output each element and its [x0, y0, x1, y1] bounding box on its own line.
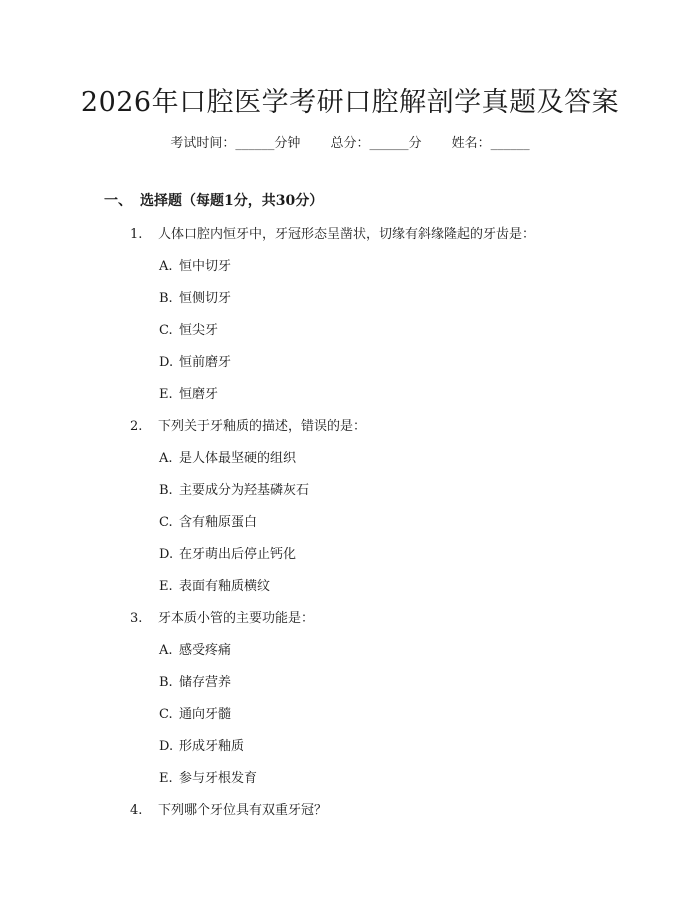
question-2-option-a [159, 447, 296, 466]
option-letter: C. [159, 707, 173, 722]
option-text: 恒磨牙 [179, 387, 219, 402]
option-text: 通向牙髓 [179, 707, 232, 722]
option-letter: D. [159, 739, 174, 754]
section-number: 一、 [104, 193, 132, 209]
option-letter: A. [159, 259, 173, 274]
question-2-option-d [159, 543, 296, 562]
section-heading [104, 190, 323, 210]
question-text: 牙本质小管的主要功能是： [158, 611, 315, 626]
question-2-option-e [159, 575, 270, 594]
question-text: 下列哪个牙位具有双重牙冠？ [158, 803, 328, 818]
page-title: 2026年口腔医学考研口腔解剖学真题及答案 [80, 87, 620, 118]
question-3-option-a [159, 639, 231, 658]
option-text: 形成牙釉质 [179, 739, 245, 754]
option-letter: C. [159, 323, 173, 338]
question-3-option-b [159, 671, 231, 690]
option-text: 恒中切牙 [179, 259, 232, 274]
student-name-field: 姓名：______ [451, 136, 530, 151]
option-letter: C. [159, 515, 173, 530]
question-3 [130, 607, 314, 626]
option-letter: E. [159, 387, 173, 402]
option-text: 表面有釉质横纹 [179, 579, 271, 594]
question-3-option-e [159, 767, 257, 786]
option-text: 感受疼痛 [179, 643, 232, 658]
question-4 [130, 799, 327, 818]
question-text: 下列关于牙釉质的描述，错误的是： [158, 419, 367, 434]
option-text: 参与牙根发育 [179, 771, 258, 786]
question-1-option-e [159, 383, 218, 402]
question-1-option-b [159, 287, 231, 306]
question-number: 2. [130, 419, 143, 434]
option-text: 在牙萌出后停止钙化 [179, 547, 297, 562]
option-text: 主要成分为羟基磷灰石 [179, 483, 310, 498]
question-text: 人体口腔内恒牙中，牙冠形态呈凿状，切缘有斜缘隆起的牙齿是： [158, 227, 536, 242]
option-text: 储存营养 [179, 675, 232, 690]
question-1 [130, 223, 535, 242]
option-text: 恒前磨牙 [179, 355, 232, 370]
question-2-option-c [159, 511, 257, 530]
option-text: 恒侧切牙 [179, 291, 232, 306]
question-3-option-c [159, 703, 231, 722]
option-letter: E. [159, 579, 173, 594]
option-letter: D. [159, 547, 174, 562]
option-letter: A. [159, 451, 173, 466]
question-1-option-c [159, 319, 218, 338]
question-3-option-d [159, 735, 244, 754]
option-letter: B. [159, 291, 173, 306]
exam-time-field: 考试时间：______分钟 [170, 136, 301, 151]
total-score-field: 总分：______分 [330, 136, 422, 151]
option-letter: B. [159, 483, 173, 498]
section-title: 选择题（每题1分，共30分） [140, 193, 324, 209]
option-text: 恒尖牙 [179, 323, 219, 338]
option-letter: A. [159, 643, 173, 658]
question-1-option-d [159, 351, 231, 370]
question-number: 1. [130, 227, 143, 242]
question-number: 3. [130, 611, 143, 626]
question-2-option-b [159, 479, 309, 498]
option-text: 含有釉原蛋白 [179, 515, 258, 530]
option-letter: B. [159, 675, 173, 690]
question-2 [130, 415, 366, 434]
question-number: 4. [130, 803, 143, 818]
option-letter: E. [159, 771, 173, 786]
option-text: 是人体最坚硬的组织 [179, 451, 297, 466]
exam-info-line [0, 132, 700, 151]
question-1-option-a [159, 255, 231, 274]
option-letter: D. [159, 355, 174, 370]
